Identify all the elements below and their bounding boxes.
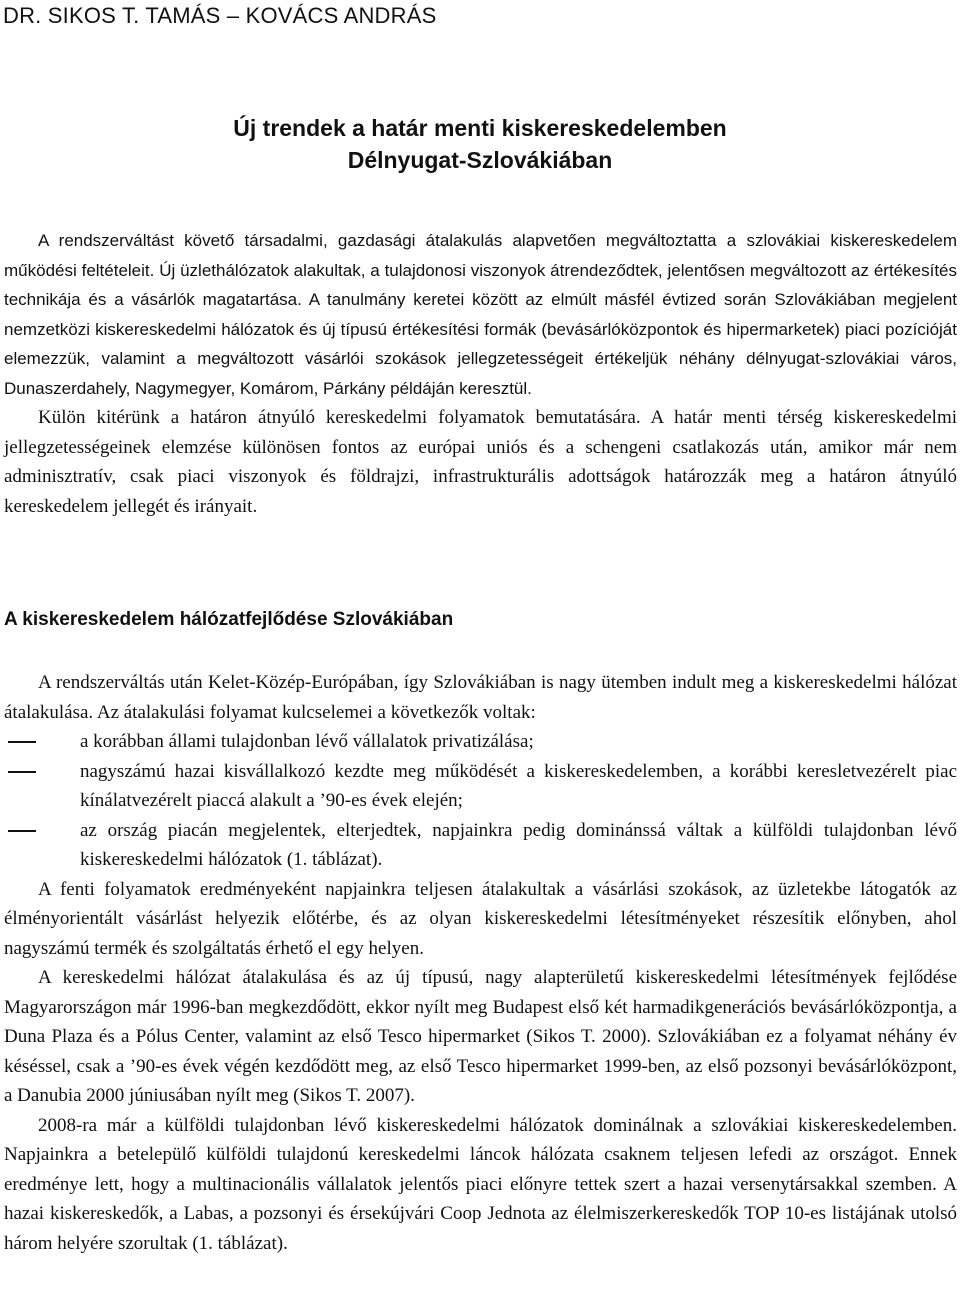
section-heading: A kiskereskedelem hálózatfejlődése Szlovákiában [4, 609, 454, 630]
dash-bullet-icon [8, 741, 36, 743]
title-line-2: Délnyugat-Szlovákiában [347, 147, 613, 173]
title-line-1: Új trendek a határ menti kiskereskedelemben [233, 115, 727, 141]
dash-bullet-icon [8, 771, 36, 773]
dash-bullet-icon [8, 830, 36, 832]
bullet-list [4, 727, 957, 875]
body-paragraph-4: 2008-ra már a külföldi tulajdonban lévő kiskereskedelmi hálózatok dominálnak a szlovákiai kiskereskedelemben. Napjainkra a betelepülő külföldi tulajdonú kereskedelmi láncok hálózata csaknem teljesen lefedi az országot. Ennek eredménye lett, hogy a multinacionális vállalatok jelentős piaci előnyre tettek szert a hazai versenytársakkal szemben. A hazai kiskereskedők, a Labas, a pozsonyi és érsekújvári Coop Jednota az élelmiszerkereskedők TOP 10-es listájának utolsó három helyére szorultak (1. táblázat). [4, 1114, 957, 1254]
abstract-paragraph-2: Külön kitérünk a határon átnyúló kereskedelmi folyamatok bemutatására. A határ menti térség kiskereskedelmi jellegzetességeinek elemzése különösen fontos az európai uniós és a schengeni csatlakozás után, amikor már nem adminisztratív, csak piaci viszonyok és földrajzi, infrastrukturális adottságok határozzák meg a határon átnyúló kereskedelem jellegét és irányait. [4, 407, 957, 517]
body-paragraph-3: A kereskedelmi hálózat átalakulása és az új típusú, nagy alapterületű kiskereskedelmi létesítmények fejlődése Magyarországon már 1996-ban megkezdődött, ekkor nyílt meg Budapest első két harmadikgenerációs bevásárlóközpontja, a Duna Plaza és a Pólus Center, valamint az első Tesco hipermarket (Sikos T. 2000). Szlovákiában ez a folyamat néhány év késéssel, csak a ’90-es évek végén kezdődött meg, az első Tesco hipermarket 1999-ben, az első pozsonyi bevásárlóközpont, a Danubia 2000 júniusában nyílt meg (Sikos T. 2007). [4, 967, 957, 1106]
abstract-paragraph-1: A rendszerváltást követő társadalmi, gazdasági átalakulás alapvetően megváltoztatta a szlovákiai kiskereskedelem működési feltételeit. Új üzlethálózatok alakultak, a tulajdonosi viszonyok átrendeződtek, jelentősen megváltozott az értékesítés technikája és a vásárlók magatartása. A tanulmány keretei között az elmúlt másfél évtized során Szlovákiában megjelent nemzetközi kiskereskedelmi hálózatok és új típusú értékesítési formák (bevásárlóközpontok és hipermarketek) piaci pozícióját elemezzük, valamint a megváltozott vásárlói szokások jellegzetességeit értékeljük néhány délnyugat-szlovákiai város, Dunaszerdahely, Nagymegyer, Komárom, Párkány példáján keresztül. [4, 231, 957, 398]
list-item: nagyszámú hazai kisvállalkozó kezdte meg működését a kiskereskedelemben, a korábbi keresletvezérelt piac kínálatvezérelt piaccá alakult a ’90-es évek elején; [4, 757, 957, 816]
abstract [4, 226, 957, 521]
section-body [4, 668, 957, 1258]
section-intro-paragraph: A rendszerváltás után Kelet-Közép-Európában, így Szlovákiában is nagy ütemben indult meg a kiskereskedelmi hálózat átalakulása. Az átalakulási folyamat kulcselemei a következők voltak: [4, 672, 957, 723]
list-item: a korábban állami tulajdonban lévő vállalatok privatizálása; [4, 727, 957, 757]
body-paragraph-2: A fenti folyamatok eredményeként napjainkra teljesen átalakultak a vásárlási szokások, az üzletekbe látogatók az élményorientált vásárlást helyezik előtérbe, és az olyan kiskereskedelmi létesítményeket részesítik előnyben, ahol nagyszámú termék és szolgáltatás érhető el egy helyen. [4, 878, 957, 959]
author-header: DR. SIKOS T. TAMÁS – KOVÁCS ANDRÁS [3, 3, 437, 28]
article-title [0, 112, 960, 176]
list-item: az ország piacán megjelentek, elterjedtek, napjainkra pedig dominánssá váltak a külföldi tulajdonban lévő kiskereskedelmi hálózatok (1. táblázat). [4, 816, 957, 875]
